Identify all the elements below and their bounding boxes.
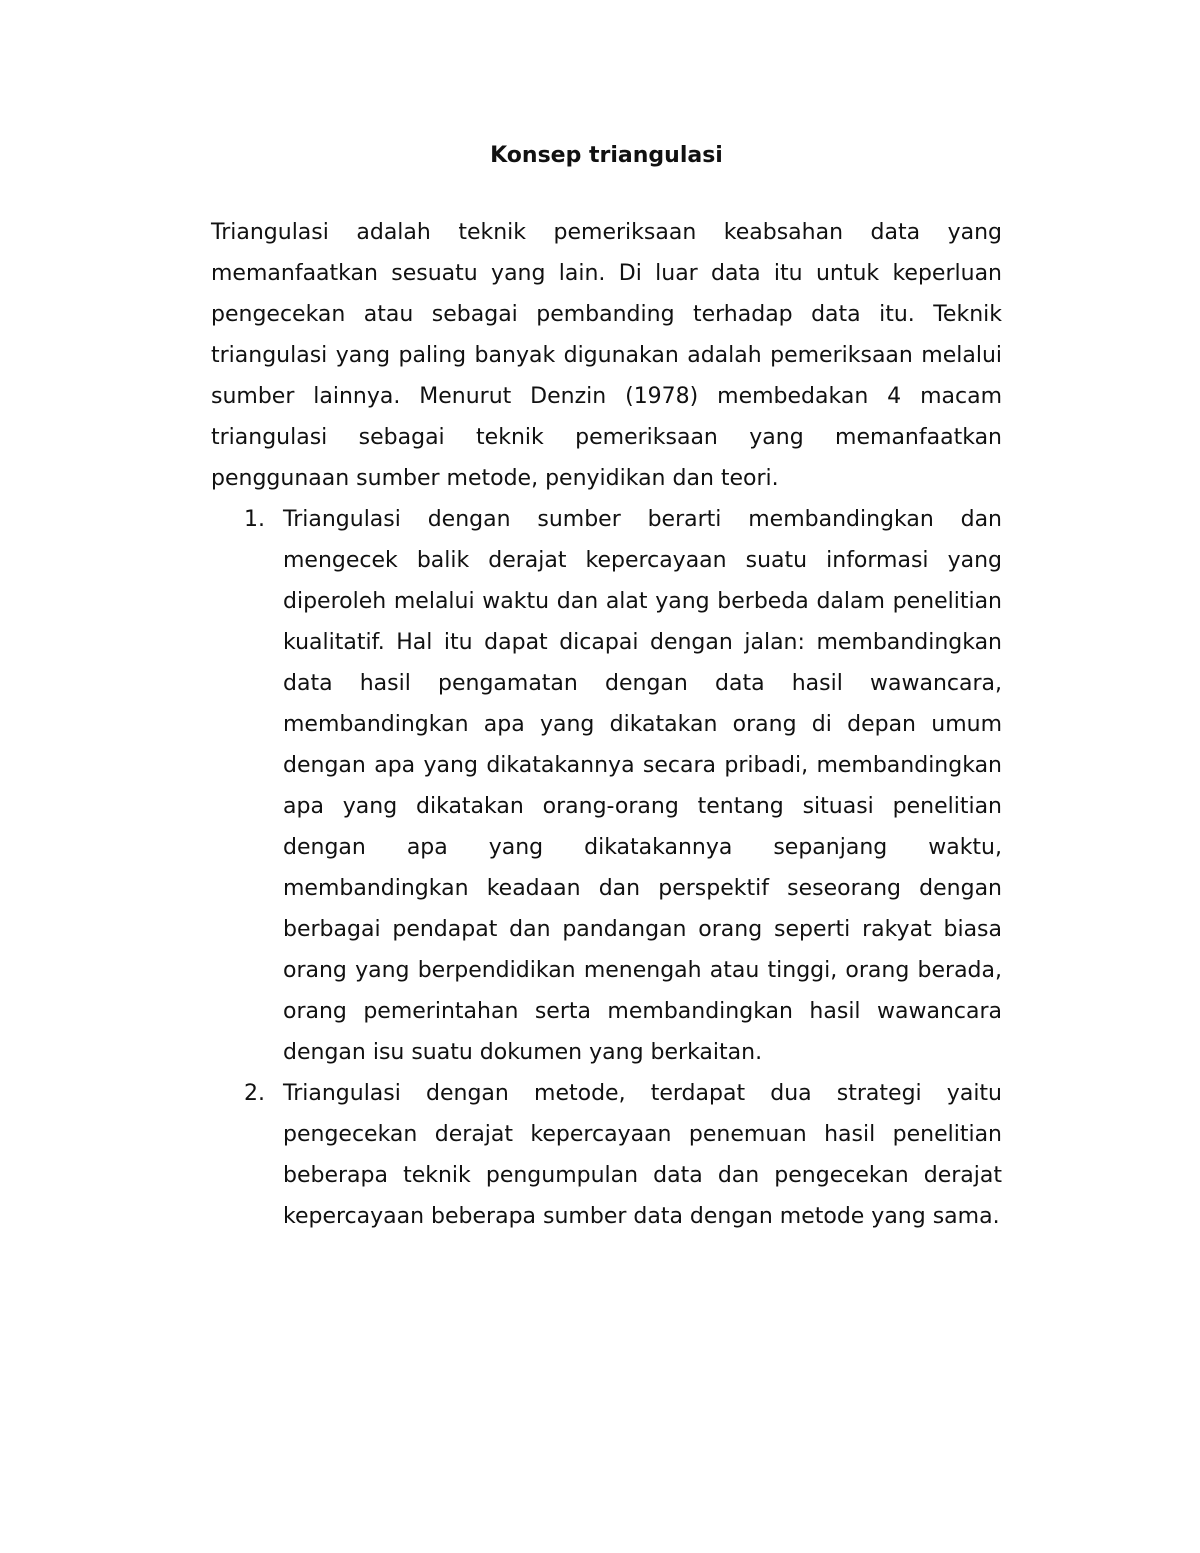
list-item-text: Triangulasi dengan sumber berarti membandingkan dan mengecek balik derajat kepercayaan suatu informasi yang diperoleh melalui waktu dan alat yang berbeda dalam penelitian kualitatif. Hal itu dapat dicapai dengan jalan: membandingkan data hasil pengamatan dengan data hasil wawancara, membandingkan apa yang dikatakan orang di depan umum dengan apa yang dikatakannya secara pribadi, membandingkan apa yang dikatakan orang-orang tentang situasi penelitian dengan apa yang dikatakannya sepanjang waktu, membandingkan keadaan dan perspektif seseorang dengan berbagai pendapat dan pandangan orang seperti rakyat biasa orang yang berpendidikan menengah atau tinggi, orang berada, orang pemerintahan serta membandingkan hasil wawancara dengan isu suatu dokumen yang berkaitan. <box>283 507 1002 1065</box>
list-item <box>211 499 1002 1073</box>
list-number: 2. <box>244 1081 265 1106</box>
intro-paragraph: Triangulasi adalah teknik pemeriksaan keabsahan data yang memanfaatkan sesuatu yang lain. Di luar data itu untuk keperluan pengecekan atau sebagai pembanding terhadap data itu. Teknik triangulasi yang paling banyak digunakan adalah pemeriksaan melalui sumber lainnya. Menurut Denzin (1978) membedakan 4 macam triangulasi sebagai teknik pemeriksaan yang memanfaatkan penggunaan sumber metode, penyidikan dan teori. <box>211 220 1002 491</box>
list-item-text: Triangulasi dengan metode, terdapat dua strategi yaitu pengecekan derajat kepercayaan penemuan hasil penelitian beberapa teknik pengumpulan data dan pengecekan derajat kepercayaan beberapa sumber data dengan metode yang sama. <box>283 1081 1002 1229</box>
list-number: 1. <box>244 507 265 532</box>
numbered-list <box>211 499 1002 1237</box>
document-page <box>211 138 1002 1237</box>
document-title: Konsep triangulasi <box>490 143 723 168</box>
list-item <box>211 1073 1002 1237</box>
